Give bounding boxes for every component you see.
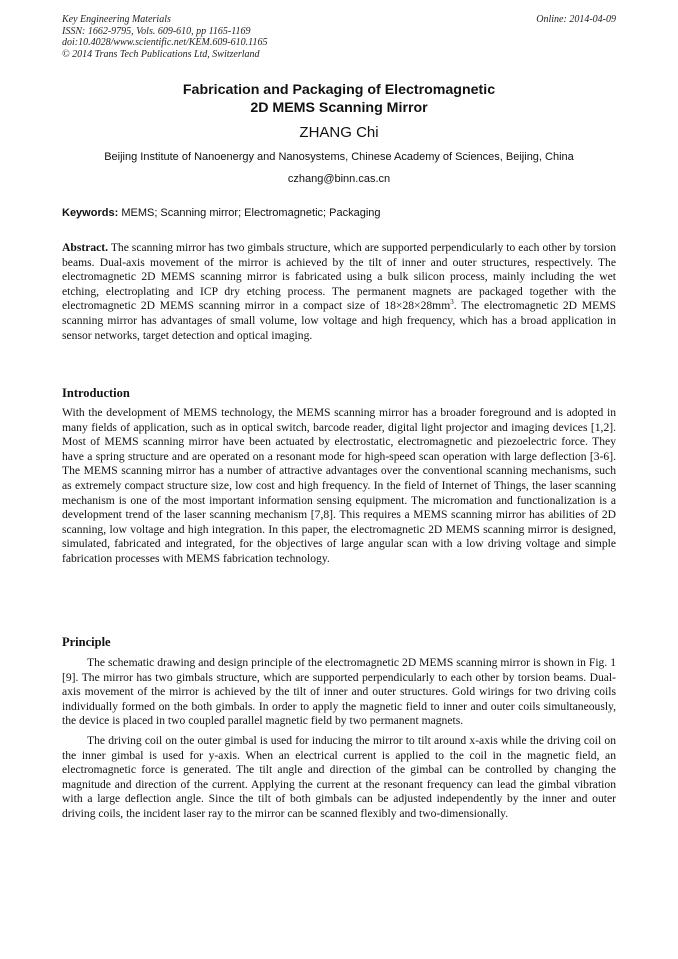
online-date: Online: 2014-04-09 [536, 14, 616, 25]
journal-name: Key Engineering Materials [62, 14, 171, 25]
author-name: ZHANG Chi [299, 124, 379, 141]
keywords-label: Keywords: [62, 207, 119, 219]
keywords-text: MEMS; Scanning mirror; Electromagnetic; Packaging [121, 207, 381, 219]
abstract-label: Abstract. [62, 241, 109, 254]
abstract-text-part-1: The scanning mirror has two gimbals structure, which are supported perpendicularly to each other by torsion beams. Dual-axis movement of the mirror is achieved by the tilt of inner and outer structures, respectively. The electromagnetic 2D MEMS scanning mirror is fabricated using a bulk silicon process, mainly including the wet etching, electroplating and ICP dry etching process. The permanent magnets are packaged together with the electromagnetic 2D MEMS scanning mirror in a compact size of 18×28×28mm [62, 241, 616, 313]
paper-title-line-1: Fabrication and Packaging of Electromagnetic [182, 82, 496, 98]
author-email: czhang@binn.cas.cn [287, 173, 391, 185]
introduction-heading: Introduction [62, 386, 130, 400]
keywords [62, 206, 616, 220]
introduction-paragraph: With the development of MEMS technology, the MEMS scanning mirror has a broader foreground and is adopted in many fields of application, such as in optical switch, barcode reader, digital light projector and imaging devices [1,2]. Most of MEMS scanning mirror have been actuated by electrostatic, electromagnetic and piezoelectric force. They have a spring structure and are operated on a resonant mode for high-speed scan operation with large deflection [3-6]. The MEMS scanning mirror has a number of attractive advantages over the conventional scanning mechanisms, such as extremely compact structure size, low cost and high frequency. In the field of Internet of Things, the laser scanning mechanism is one of the most important information sensing equipment. The micromation and functionalization is a development trend of the laser scanning mechanism [7,8]. This requires a MEMS scanning mirror has abilities of 2D scanning, low voltage and high integration. In this paper, the electromagnetic 2D MEMS scanning mirror is designed, simulated, fabricated and integrated, for the objectives of large angular scan with a low driving voltage and simple fabrication processes with MEMS fabrication technology. [62, 406, 616, 565]
journal-copyright: © 2014 Trans Tech Publications Ltd, Switzerland [62, 48, 260, 60]
journal-header [62, 14, 616, 60]
journal-issn: ISSN: 1662-9795, Vols. 609-610, pp 1165-1169 [62, 25, 251, 37]
abstract [62, 241, 616, 343]
journal-doi: doi:10.4028/www.scientific.net/KEM.609-610.1165 [62, 37, 268, 48]
principle-section [62, 656, 616, 822]
introduction-section [62, 406, 616, 567]
abstract-paragraph [62, 241, 616, 343]
author-affiliation: Beijing Institute of Nanoenergy and Nanosystems, Chinese Academy of Sciences, Beijing, China [104, 151, 574, 163]
abstract-text-part-2: . The electromagnetic 2D MEMS scanning mirror has advantages of small volume, low voltage and high frequency, which has a broad application in sensor networks, target detection and optical imaging. [62, 299, 617, 342]
principle-paragraph-1: The schematic drawing and design principle of the electromagnetic 2D MEMS scanning mirror is shown in Fig. 1 [9]. The mirror has two gimbals structure, which are supported perpendicularly to each other by torsion beams. Dual-axis movement of the mirror is achieved by the tilt of inner and outer structures. Gold wirings for two driving coils individually formed on the both gimbals. In order to apply the magnetic field to inner and outer coils simultaneously, the device is placed in two coupled parallel magnetic field by two permanent magnets. [62, 656, 616, 728]
paper-title [62, 82, 616, 117]
paper-title-line-2: 2D MEMS Scanning Mirror [250, 99, 428, 116]
principle-paragraph-2: The driving coil on the outer gimbal is used for inducing the mirror to tilt around x-axis while the driving coil on the inner gimbal is used for y-axis. When an electrical current is applied to the coil in the magnetic field, an electromagnetic force is generated. The tilt angle and direction of the gimbal can be controlled by changing the magnitude and direction of the current. Applying the current at the resonant frequency can lead the gimbal vibration with a large deflection angle. Since the tilt of both gimbals can be adjusted independently by the inner and outer driving coils, the incident laser ray to the mirror can be scanned flexibly and two-dimensionally. [62, 733, 616, 820]
principle-heading: Principle [62, 635, 111, 649]
abstract-superscript: 3 [450, 298, 454, 307]
